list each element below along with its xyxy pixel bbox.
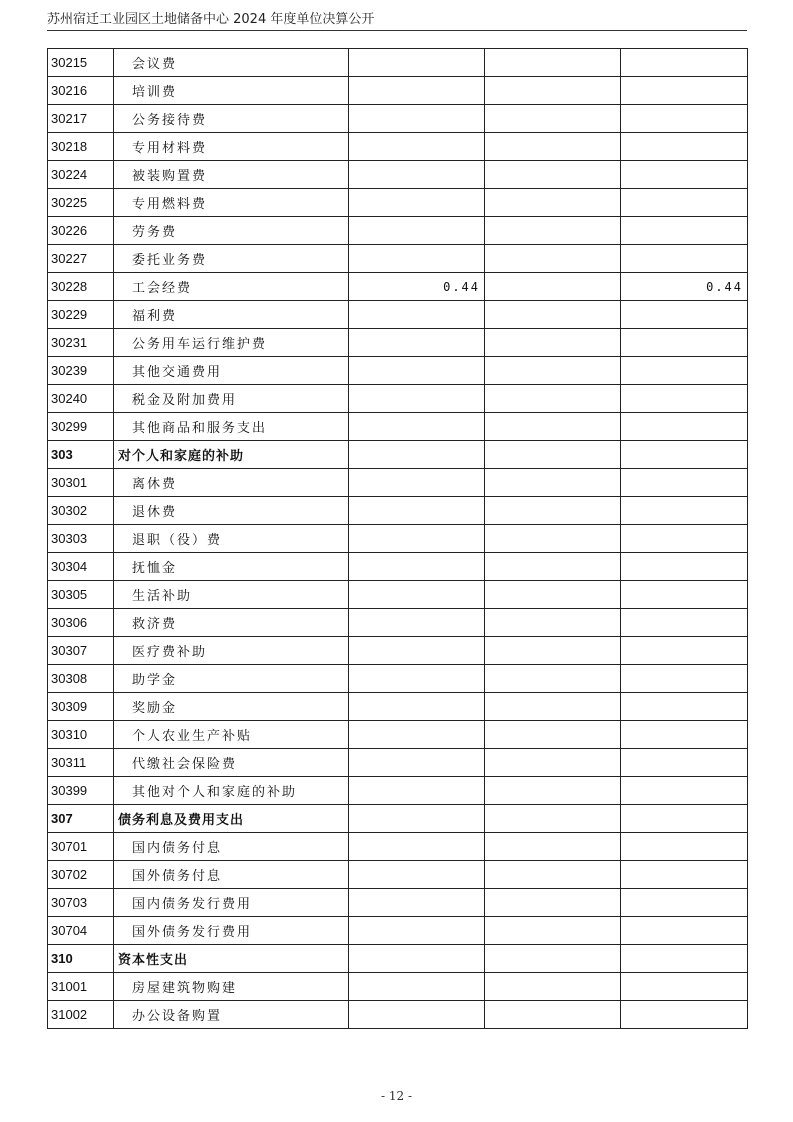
amount-cell — [621, 609, 748, 637]
amount-cell — [621, 525, 748, 553]
amount-cell — [621, 301, 748, 329]
account-name-cell: 医疗费补助 — [114, 637, 349, 665]
table-row — [48, 49, 748, 77]
amount-cell — [621, 441, 748, 469]
amount-cell — [485, 161, 621, 189]
account-name-cell: 其他商品和服务支出 — [114, 413, 349, 441]
account-code-cell: 30227 — [48, 245, 114, 273]
amount-cell — [621, 889, 748, 917]
table-row — [48, 749, 748, 777]
amount-cell — [621, 413, 748, 441]
table-section-row — [48, 945, 748, 973]
account-name-cell: 其他对个人和家庭的补助 — [114, 777, 349, 805]
account-name-cell: 国内债务付息 — [114, 833, 349, 861]
amount-cell — [621, 217, 748, 245]
table-row — [48, 217, 748, 245]
amount-cell — [621, 861, 748, 889]
account-code-cell: 30299 — [48, 413, 114, 441]
page-header-title: 苏州宿迁工业园区土地储备中心 2024 年度单位决算公开 — [47, 12, 375, 27]
amount-cell — [349, 777, 485, 805]
expenditure-table — [47, 48, 748, 1029]
account-name-cell: 对个人和家庭的补助 — [114, 441, 349, 469]
amount-cell — [349, 833, 485, 861]
amount-cell — [485, 973, 621, 1001]
amount-cell — [485, 609, 621, 637]
amount-cell — [349, 861, 485, 889]
account-code-cell: 30302 — [48, 497, 114, 525]
account-name-cell: 专用燃料费 — [114, 189, 349, 217]
account-code-cell: 30308 — [48, 665, 114, 693]
table-row — [48, 973, 748, 1001]
account-name-cell: 国外债务发行费用 — [114, 917, 349, 945]
amount-cell — [485, 273, 621, 301]
account-name-cell: 办公设备购置 — [114, 1001, 349, 1029]
amount-cell — [621, 105, 748, 133]
account-code-cell: 30399 — [48, 777, 114, 805]
amount-cell — [621, 469, 748, 497]
amount-cell: 0.44 — [349, 273, 485, 301]
amount-cell — [349, 497, 485, 525]
amount-cell — [485, 413, 621, 441]
expenditure-table-body — [48, 49, 748, 1029]
account-code-cell: 30306 — [48, 609, 114, 637]
account-code-cell: 30217 — [48, 105, 114, 133]
account-code-cell: 30310 — [48, 721, 114, 749]
amount-cell — [485, 581, 621, 609]
account-code-cell: 30305 — [48, 581, 114, 609]
amount-cell — [621, 805, 748, 833]
amount-cell — [349, 665, 485, 693]
amount-cell — [349, 217, 485, 245]
amount-cell — [621, 1001, 748, 1029]
account-code-cell: 30218 — [48, 133, 114, 161]
account-name-cell: 工会经费 — [114, 273, 349, 301]
amount-cell — [485, 721, 621, 749]
amount-cell — [621, 245, 748, 273]
account-code-cell: 30228 — [48, 273, 114, 301]
amount-cell — [349, 609, 485, 637]
amount-cell — [485, 217, 621, 245]
amount-cell — [485, 833, 621, 861]
amount-cell — [485, 917, 621, 945]
amount-cell — [485, 665, 621, 693]
account-code-cell: 30309 — [48, 693, 114, 721]
amount-cell — [349, 945, 485, 973]
amount-cell — [485, 133, 621, 161]
amount-cell — [485, 441, 621, 469]
table-row — [48, 245, 748, 273]
amount-cell — [349, 49, 485, 77]
account-name-cell: 退休费 — [114, 497, 349, 525]
account-code-cell: 30701 — [48, 833, 114, 861]
amount-cell — [485, 49, 621, 77]
header-rule — [47, 30, 747, 31]
amount-cell — [621, 553, 748, 581]
table-row — [48, 385, 748, 413]
amount-cell — [349, 357, 485, 385]
account-name-cell: 资本性支出 — [114, 945, 349, 973]
account-name-cell: 离休费 — [114, 469, 349, 497]
amount-cell — [485, 77, 621, 105]
account-name-cell: 个人农业生产补贴 — [114, 721, 349, 749]
amount-cell — [621, 917, 748, 945]
table-row — [48, 917, 748, 945]
account-name-cell: 公务用车运行维护费 — [114, 329, 349, 357]
account-name-cell: 生活补助 — [114, 581, 349, 609]
table-row — [48, 889, 748, 917]
amount-cell — [349, 301, 485, 329]
table-row — [48, 273, 748, 301]
amount-cell — [485, 861, 621, 889]
account-code-cell: 30224 — [48, 161, 114, 189]
table-row — [48, 469, 748, 497]
account-code-cell: 30216 — [48, 77, 114, 105]
amount-cell — [485, 105, 621, 133]
table-row — [48, 357, 748, 385]
account-name-cell: 房屋建筑物购建 — [114, 973, 349, 1001]
account-name-cell: 代缴社会保险费 — [114, 749, 349, 777]
amount-cell — [621, 833, 748, 861]
amount-cell — [485, 693, 621, 721]
page-number: - 12 - — [380, 1089, 412, 1103]
amount-cell — [621, 581, 748, 609]
account-code-cell: 31002 — [48, 1001, 114, 1029]
amount-cell — [621, 721, 748, 749]
account-code-cell: 307 — [48, 805, 114, 833]
table-row — [48, 693, 748, 721]
account-name-cell: 委托业务费 — [114, 245, 349, 273]
table-row — [48, 161, 748, 189]
amount-cell — [485, 805, 621, 833]
table-row — [48, 105, 748, 133]
amount-cell — [485, 553, 621, 581]
amount-cell — [485, 749, 621, 777]
amount-cell — [485, 1001, 621, 1029]
amount-cell — [621, 665, 748, 693]
amount-cell — [349, 525, 485, 553]
amount-cell — [485, 525, 621, 553]
table-row — [48, 721, 748, 749]
account-code-cell: 30240 — [48, 385, 114, 413]
amount-cell — [485, 469, 621, 497]
amount-cell — [485, 945, 621, 973]
amount-cell — [621, 637, 748, 665]
amount-cell — [349, 721, 485, 749]
table-row — [48, 301, 748, 329]
amount-cell — [349, 805, 485, 833]
amount-cell — [485, 357, 621, 385]
table-row — [48, 1001, 748, 1029]
amount-cell — [485, 497, 621, 525]
account-name-cell: 培训费 — [114, 77, 349, 105]
account-code-cell: 30307 — [48, 637, 114, 665]
account-code-cell: 30703 — [48, 889, 114, 917]
amount-cell — [621, 189, 748, 217]
amount-cell — [621, 357, 748, 385]
amount-cell — [621, 945, 748, 973]
amount-cell — [485, 889, 621, 917]
table-row — [48, 133, 748, 161]
amount-cell — [349, 1001, 485, 1029]
account-name-cell: 专用材料费 — [114, 133, 349, 161]
account-code-cell: 303 — [48, 441, 114, 469]
table-row — [48, 777, 748, 805]
account-code-cell: 30231 — [48, 329, 114, 357]
account-name-cell: 国外债务付息 — [114, 861, 349, 889]
account-name-cell: 奖励金 — [114, 693, 349, 721]
amount-cell — [485, 329, 621, 357]
amount-cell — [349, 77, 485, 105]
account-code-cell: 30304 — [48, 553, 114, 581]
amount-cell — [349, 581, 485, 609]
amount-cell — [621, 777, 748, 805]
amount-cell — [349, 385, 485, 413]
amount-cell — [349, 749, 485, 777]
table-row — [48, 833, 748, 861]
account-code-cell: 310 — [48, 945, 114, 973]
amount-cell — [349, 441, 485, 469]
amount-cell — [621, 49, 748, 77]
account-code-cell: 30226 — [48, 217, 114, 245]
table-row — [48, 861, 748, 889]
account-name-cell: 债务利息及费用支出 — [114, 805, 349, 833]
amount-cell — [485, 245, 621, 273]
account-name-cell: 被装购置费 — [114, 161, 349, 189]
amount-cell — [621, 693, 748, 721]
account-name-cell: 救济费 — [114, 609, 349, 637]
account-name-cell: 助学金 — [114, 665, 349, 693]
amount-cell — [349, 329, 485, 357]
account-code-cell: 30303 — [48, 525, 114, 553]
amount-cell — [349, 245, 485, 273]
amount-cell — [621, 329, 748, 357]
amount-cell — [349, 161, 485, 189]
account-code-cell: 30215 — [48, 49, 114, 77]
amount-cell — [349, 553, 485, 581]
account-code-cell: 30225 — [48, 189, 114, 217]
amount-cell — [349, 917, 485, 945]
table-row — [48, 329, 748, 357]
table-row — [48, 413, 748, 441]
table-row — [48, 189, 748, 217]
amount-cell — [485, 385, 621, 413]
account-code-cell: 30239 — [48, 357, 114, 385]
amount-cell — [349, 133, 485, 161]
account-name-cell: 税金及附加费用 — [114, 385, 349, 413]
amount-cell — [485, 189, 621, 217]
table-row — [48, 553, 748, 581]
table-row — [48, 609, 748, 637]
account-name-cell: 国内债务发行费用 — [114, 889, 349, 917]
table-row — [48, 497, 748, 525]
account-name-cell: 其他交通费用 — [114, 357, 349, 385]
amount-cell — [349, 973, 485, 1001]
account-name-cell: 会议费 — [114, 49, 349, 77]
account-name-cell: 福利费 — [114, 301, 349, 329]
account-name-cell: 公务接待费 — [114, 105, 349, 133]
account-name-cell: 退职（役）费 — [114, 525, 349, 553]
amount-cell — [349, 189, 485, 217]
account-code-cell: 30301 — [48, 469, 114, 497]
amount-cell — [349, 637, 485, 665]
amount-cell — [349, 693, 485, 721]
table-row — [48, 525, 748, 553]
amount-cell — [621, 133, 748, 161]
amount-cell — [621, 77, 748, 105]
amount-cell — [349, 105, 485, 133]
account-code-cell: 30229 — [48, 301, 114, 329]
amount-cell — [621, 973, 748, 1001]
amount-cell — [485, 301, 621, 329]
table-row — [48, 581, 748, 609]
amount-cell — [349, 889, 485, 917]
amount-cell — [621, 161, 748, 189]
account-code-cell: 30311 — [48, 749, 114, 777]
amount-cell — [485, 777, 621, 805]
table-section-row — [48, 441, 748, 469]
account-code-cell: 31001 — [48, 973, 114, 1001]
account-code-cell: 30702 — [48, 861, 114, 889]
account-code-cell: 30704 — [48, 917, 114, 945]
amount-cell — [349, 413, 485, 441]
amount-cell: 0.44 — [621, 273, 748, 301]
account-name-cell: 劳务费 — [114, 217, 349, 245]
table-section-row — [48, 805, 748, 833]
amount-cell — [621, 497, 748, 525]
amount-cell — [621, 749, 748, 777]
table-row — [48, 77, 748, 105]
table-row — [48, 665, 748, 693]
account-name-cell: 抚恤金 — [114, 553, 349, 581]
amount-cell — [621, 385, 748, 413]
table-row — [48, 637, 748, 665]
amount-cell — [349, 469, 485, 497]
amount-cell — [485, 637, 621, 665]
